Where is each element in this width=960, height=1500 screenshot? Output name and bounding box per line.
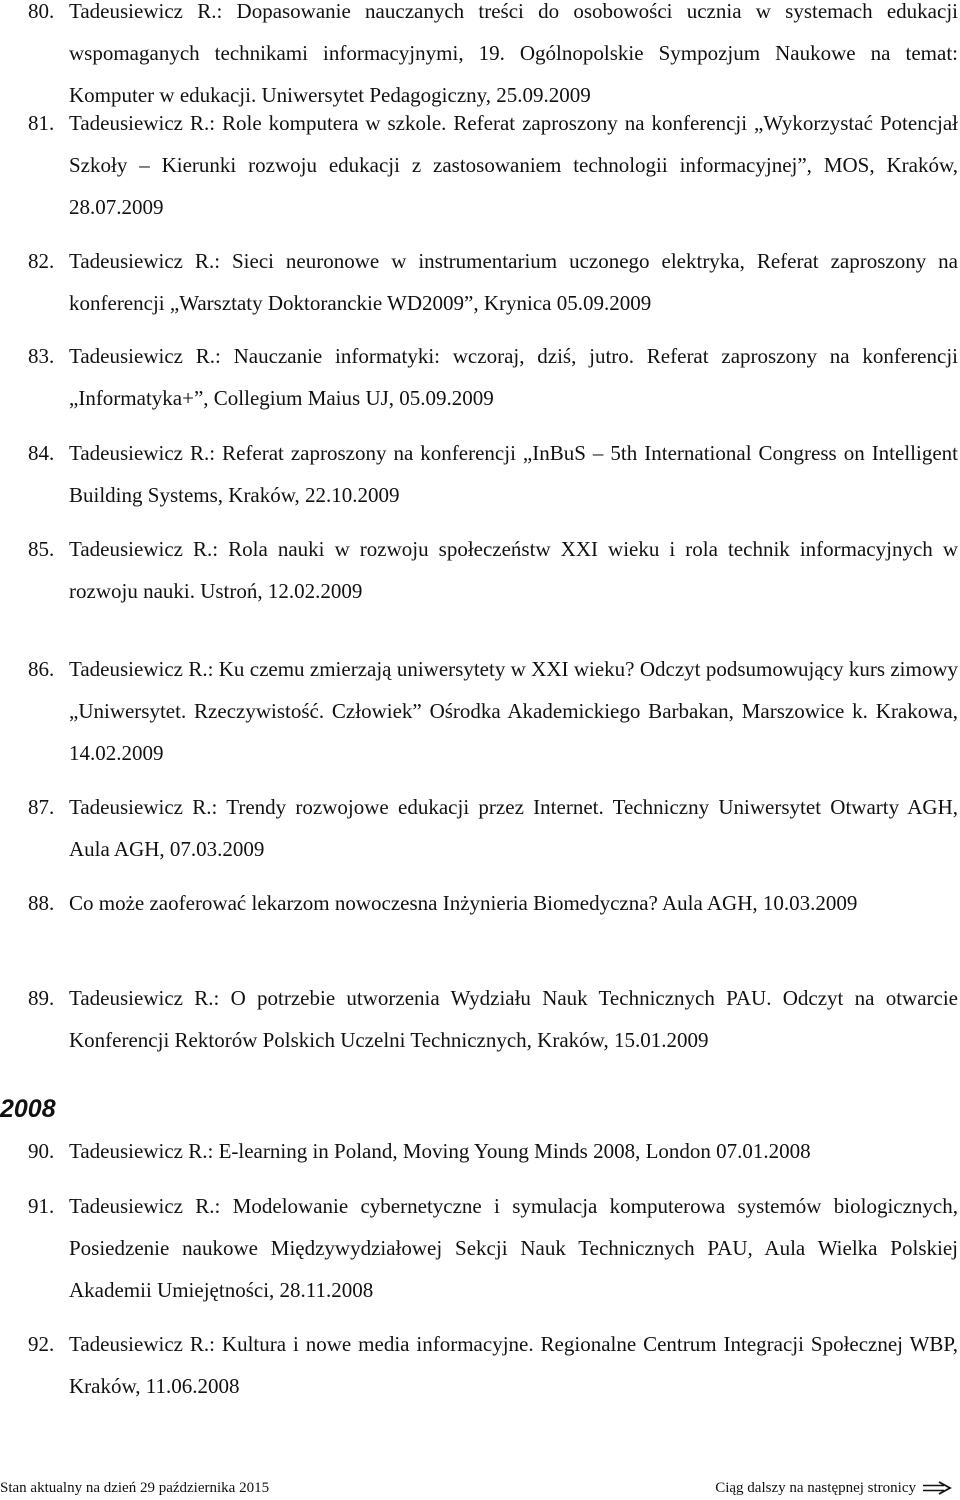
item-number: 92.: [28, 1332, 55, 1356]
item-number: 87.: [28, 795, 55, 819]
item-number: 80.: [28, 0, 55, 23]
list-item: [28, 335, 958, 419]
item-number: 88.: [28, 891, 55, 915]
year-heading: 2008: [0, 1095, 56, 1123]
footer-continuation: [715, 1478, 952, 1498]
item-text: Tadeusiewicz R.: Kultura i nowe media informacyjne. Regionalne Centrum Integracji Społecznej WBP, Kraków, 11.06.2008: [69, 1332, 958, 1398]
item-text: Tadeusiewicz R.: Rola nauki w rozwoju społeczeństw XXI wieku i rola technik informacyjnych w rozwoju nauki. Ustroń, 12.02.2009: [69, 537, 958, 603]
list-item: [28, 528, 958, 612]
list-item: [28, 648, 958, 774]
double-arrow-right-icon: [922, 1481, 952, 1495]
item-number: 83.: [28, 344, 55, 368]
list-item: [28, 977, 958, 1061]
list-item: [28, 0, 958, 116]
item-text: Tadeusiewicz R.: Referat zaproszony na konferencji „InBuS – 5th International Congress on Intelligent Building Systems, Kraków, 22.10.2009: [69, 441, 958, 507]
item-number: 85.: [28, 537, 55, 561]
item-text: Tadeusiewicz R.: E-learning in Poland, Moving Young Minds 2008, London 07.01.2008: [69, 1139, 811, 1163]
item-number: 90.: [28, 1139, 55, 1163]
list-item: [28, 240, 958, 324]
item-text: Tadeusiewicz R.: Modelowanie cybernetyczne i symulacja komputerowa systemów biologicznych, Posiedzenie naukowe Międzywydziałowej Sekcji Nauk Technicznych PAU, Aula Wielka Polskiej Akademii Umiejętności, 28.11.2008: [69, 1194, 958, 1302]
list-item: [28, 1185, 958, 1311]
item-number: 86.: [28, 657, 55, 681]
list-item: [28, 882, 958, 924]
item-text: Co może zaoferować lekarzom nowoczesna Inżynieria Biomedyczna? Aula AGH, 10.03.2009: [69, 891, 858, 915]
list-item: [28, 786, 958, 870]
list-item: [28, 1323, 958, 1407]
footer-continuation-text: Ciąg dalszy na następnej stronicy: [715, 1480, 916, 1496]
item-text: Tadeusiewicz R.: Dopasowanie nauczanych treści do osobowości ucznia w systemach edukacji wspomaganych technikami informacyjnymi, 19. Ogólnopolskie Sympozjum Naukowe na temat: Komputer w edukacji. Uniwersytet Pedagogiczny, 25.09.2009: [69, 0, 958, 107]
item-number: 84.: [28, 441, 55, 465]
list-item: [28, 102, 958, 228]
item-text: Tadeusiewicz R.: Ku czemu zmierzają uniwersytety w XXI wieku? Odczyt podsumowujący kurs zimowy „Uniwersytet. Rzeczywistość. Człowiek” Ośrodka Akademickiego Barbakan, Marszowice k. Krakowa, 14.02.2009: [69, 657, 958, 765]
list-item: [28, 432, 958, 516]
item-text: Tadeusiewicz R.: Nauczanie informatyki: wczoraj, dziś, jutro. Referat zaproszony na konferencji „Informatyka+”, Collegium Maius UJ, 05.09.2009: [69, 344, 958, 410]
list-item: [28, 1130, 958, 1172]
item-text: Tadeusiewicz R.: O potrzebie utworzenia Wydziału Nauk Technicznych PAU. Odczyt na otwarcie Konferencji Rektorów Polskich Uczelni Technicznych, Kraków, 15.01.2009: [69, 986, 958, 1052]
item-number: 82.: [28, 249, 55, 273]
item-text: Tadeusiewicz R.: Role komputera w szkole. Referat zaproszony na konferencji „Wykorzystać Potencjał Szkoły – Kierunki rozwoju edukacji z zastosowaniem technologii informacyjnej”, MOS, Kraków, 28.07.2009: [69, 111, 958, 219]
item-number: 81.: [28, 111, 55, 135]
footer-status-date: Stan aktualny na dzień 29 października 2015: [0, 1480, 270, 1496]
item-number: 91.: [28, 1194, 55, 1218]
item-number: 89.: [28, 986, 55, 1010]
item-text: Tadeusiewicz R.: Trendy rozwojowe edukacji przez Internet. Techniczny Uniwersytet Otwarty AGH, Aula AGH, 07.03.2009: [69, 795, 958, 861]
item-text: Tadeusiewicz R.: Sieci neuronowe w instrumentarium uczonego elektryka, Referat zaproszony na konferencji „Warsztaty Doktoranckie WD2009”, Krynica 05.09.2009: [69, 249, 958, 315]
